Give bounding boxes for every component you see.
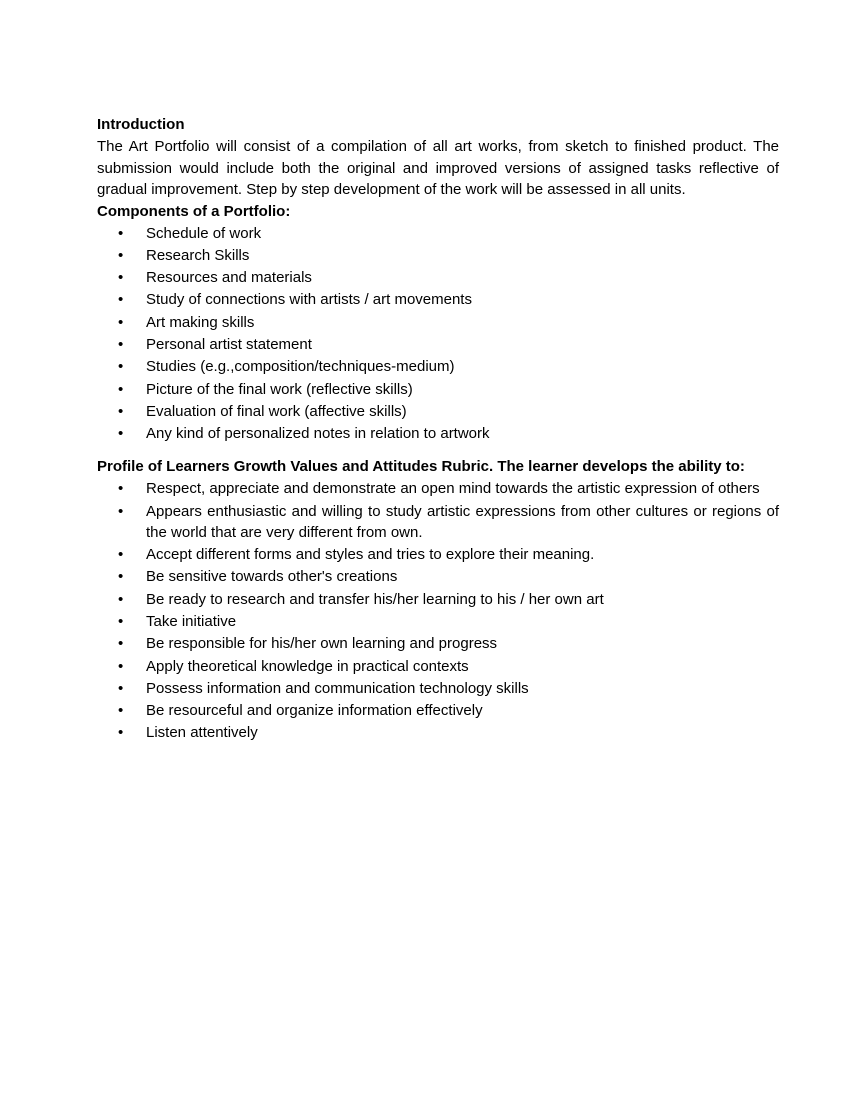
list-item: • Research Skills: [146, 245, 779, 267]
bullet-icon: •: [118, 402, 124, 420]
introduction-heading: Introduction: [97, 116, 185, 133]
bullet-icon: •: [118, 291, 124, 309]
list-item: • Be resourceful and organize information effectively: [118, 702, 483, 720]
list-item: • Study of connections with artists / art movements: [146, 289, 779, 311]
bullet-icon: •: [118, 380, 124, 398]
bullet-icon: •: [118, 635, 124, 653]
list-item: • Any kind of personalized notes in relation to artwork: [146, 423, 779, 445]
bullet-icon: •: [118, 568, 124, 586]
bullet-icon: •: [118, 358, 124, 376]
list-item: • Possess information and communication technology skills: [118, 679, 529, 697]
list-item: • Respect, appreciate and demonstrate an open mind towards the artistic expression of others: [118, 480, 760, 498]
bullet-icon: •: [118, 224, 124, 242]
bullet-icon: •: [118, 724, 124, 742]
list-item: • Listen attentively: [118, 724, 258, 742]
introduction-paragraph: The Art Portfolio will consist of a compilation of all art works, from sketch to finished product. The submission would include both the original and improved versions of assigned tasks reflective of gradual improvement. Step by step development of the work will be assessed in all units.: [97, 138, 779, 198]
bullet-icon: •: [118, 502, 124, 520]
list-item: • Picture of the final work (reflective skills): [146, 379, 779, 401]
bullet-icon: •: [118, 590, 124, 608]
list-item: • Apply theoretical knowledge in practical contexts: [118, 657, 469, 675]
bullet-icon: •: [118, 480, 124, 498]
profile-list: [97, 478, 779, 743]
bullet-icon: •: [118, 702, 124, 720]
bullet-icon: •: [118, 425, 124, 443]
bullet-icon: •: [118, 679, 124, 697]
list-item: • Be ready to research and transfer his/her learning to his / her own art: [118, 590, 604, 608]
bullet-icon: •: [118, 313, 124, 331]
bullet-icon: •: [118, 657, 124, 675]
list-item: • Accept different forms and styles and tries to explore their meaning.: [118, 546, 595, 564]
list-item: • Be responsible for his/her own learning and progress: [118, 635, 498, 653]
bullet-icon: •: [118, 612, 124, 630]
list-item: • Take initiative: [118, 612, 237, 630]
components-list: [97, 223, 779, 446]
list-item: • Resources and materials: [146, 267, 779, 289]
list-item: • Schedule of work: [146, 223, 779, 245]
list-item: • Studies (e.g.,composition/techniques-medium): [146, 356, 779, 378]
document-page: [97, 114, 779, 745]
bullet-icon: •: [118, 246, 124, 264]
list-item: • Be sensitive towards other's creations: [118, 568, 398, 586]
list-item: • Evaluation of final work (affective skills): [146, 401, 779, 423]
list-item: • Appears enthusiastic and willing to study artistic expressions from other cultures or regions of the world that are very different from own.: [118, 502, 779, 541]
bullet-icon: •: [118, 269, 124, 287]
list-item: • Personal artist statement: [146, 334, 779, 356]
bullet-icon: •: [118, 546, 124, 564]
profile-heading: Profile of Learners Growth Values and Attitudes Rubric. The learner develops the ability to:: [97, 458, 745, 476]
list-item: • Art making skills: [146, 312, 779, 334]
bullet-icon: •: [118, 335, 124, 353]
components-heading: Components of a Portfolio:: [97, 202, 291, 220]
